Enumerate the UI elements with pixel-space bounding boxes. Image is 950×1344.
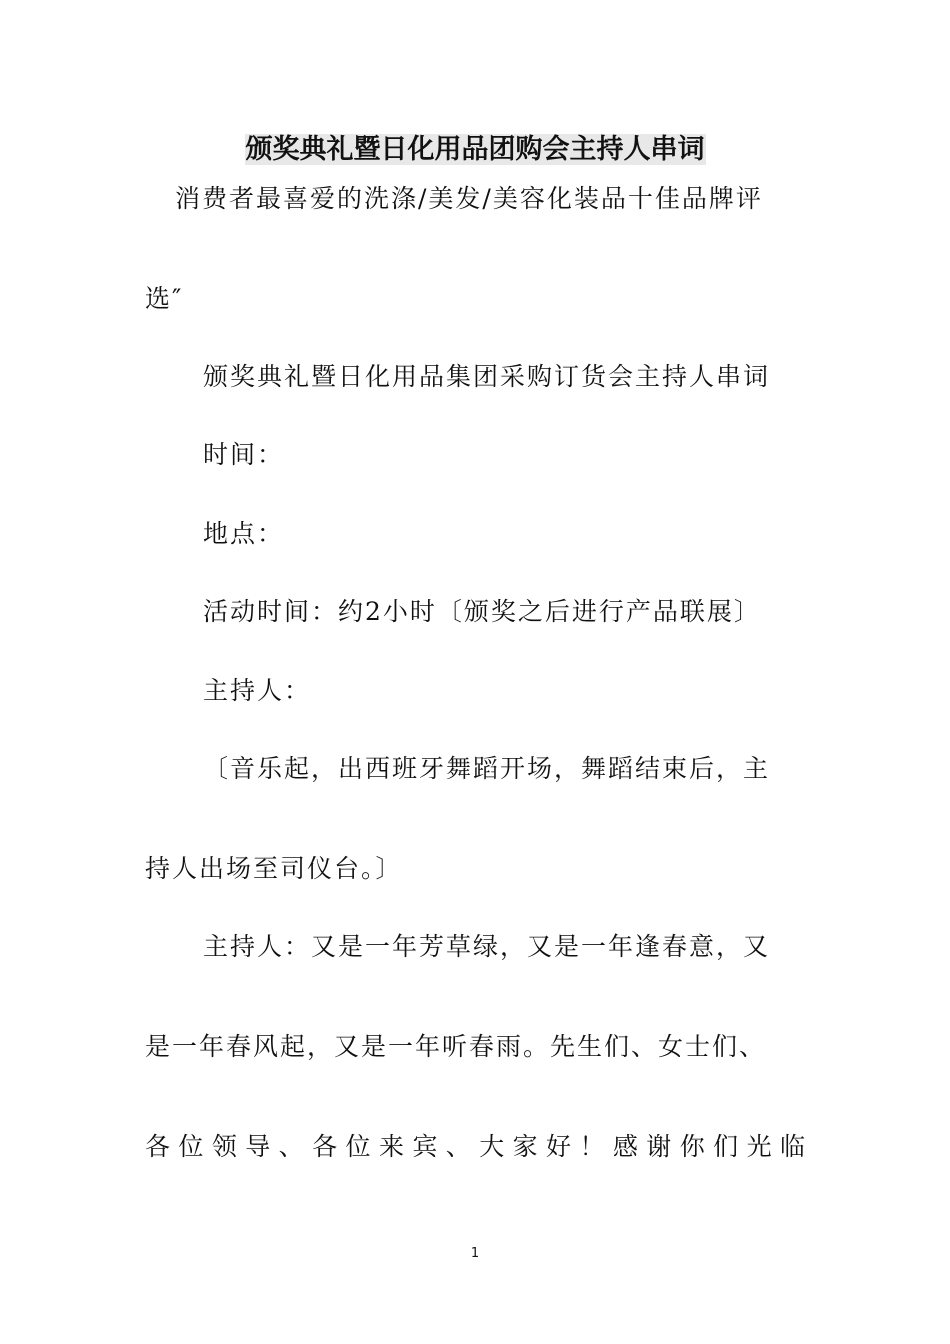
paragraph-line-location: 地点： [203,519,285,548]
paragraph-line-8: 〔音乐起，出西班牙舞蹈开场，舞蹈结束后，主 [203,754,771,783]
paragraph-line-time: 时间： [203,440,285,469]
paragraph-line-10: 主持人：又是一年芳草绿，又是一年逢春意，又 [203,932,771,961]
paragraph-line-9: 持人出场至司仪台。〕 [145,854,403,883]
document-title-text: 颁奖典礼暨日化用品团购会主持人串词 [245,134,705,165]
paragraph-line-1: 消费者最喜爱的洗涤/美发/美容化装品十佳品牌评 [175,184,763,213]
document-title [0,130,950,170]
paragraph-line-2: 选″ [145,284,184,313]
paragraph-line-duration: 活动时间：约2小时〔颁奖之后进行产品联展〕 [203,597,761,626]
paragraph-line-host: 主持人： [203,676,312,705]
page-number: 1 [470,1246,480,1261]
paragraph-line-11: 是一年春风起，又是一年听春雨。先生们、女士们、 [145,1032,767,1061]
paragraph-line-12: 各位领导、各位来宾、大家好！感谢你们光临 [145,1132,805,1161]
paragraph-line-3: 颁奖典礼暨日化用品集团采购订货会主持人串词 [203,362,771,391]
